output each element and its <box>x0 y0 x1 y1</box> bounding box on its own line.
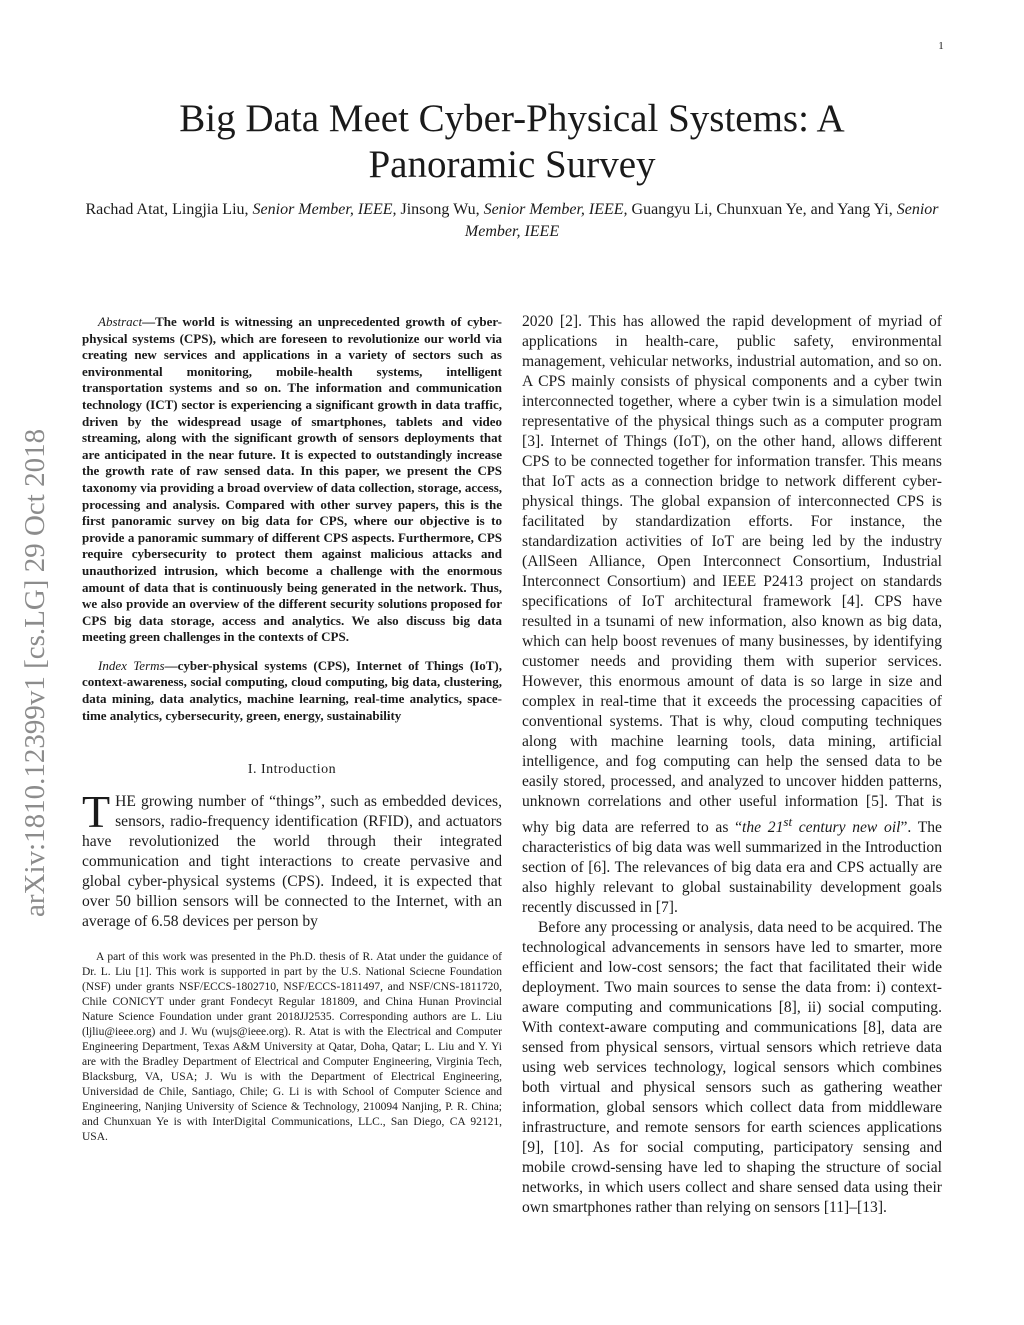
paper-title: Big Data Meet Cyber-Physical Systems: A Panoramic Survey <box>179 97 845 186</box>
superscript: st <box>783 814 793 829</box>
right-column <box>522 312 942 1218</box>
author-names: Jinsong Wu, <box>400 201 480 218</box>
section-heading: I. Introduction <box>247 762 337 778</box>
introduction-text: HE growing number of “things”, such as embedded devices, sensors, radio-frequency identification (RFID), and actuators have revolutionized the world through their integrated communication and tight interactions to create pervasive and global cyber-physical systems (CPS). Indeed, it is expected that over 50 billion sensors will be connected to the Internet, with an average of 6.58 devices per person by <box>82 793 502 931</box>
index-terms-label: Index Terms <box>98 657 165 673</box>
author-names: Guangyu Li, Chunxuan Ye, and Yang Yi, <box>631 201 893 218</box>
arxiv-identifier-stamp: arXiv:1810.12399v1 [cs.LG] 29 Oct 2018 <box>19 428 51 917</box>
author-membership: Senior Member, IEEE, <box>252 201 397 218</box>
abstract-text: —The world is witnessing an unprecedented growth of cyber-physical systems (CPS), which are foreseen to revolutionize our world via creating new services and applications in a variety of sectors such as environmental monitoring, mobile-health systems, intelligent transportation systems and so on. The information and communication technology (ICT) sector is experiencing a significant growth in data traffic, driven by the widespread usage of smartphones, tablets and video streaming, along with the significant growth of sensors deployments that are anticipated in the near future. It is expected to outstandingly increase the growth rate of raw sensed data. In this paper, we present the CPS taxonomy via providing a broad overview of data collection, storage, access, processing and analysis. Compared with other survey papers, this is the first panoramic survey on big data for CPS, where our objective is to provide a panoramic summary of different CPS aspects. Furthermore, CPS require cybersecurity to protect them against malicious attacks and unauthorized intrusion, which become a challenge with the enormous amount of data that is continuously being generated in the network. Thus, we also provide an overview of the different security solutions proposed for CPS big data storage, access and analytics. We also discuss big data meeting green challenges in the contexts of CPS. <box>82 314 502 645</box>
author-names: Rachad Atat, Lingjia Liu, <box>85 201 249 218</box>
introduction-paragraph <box>82 786 502 932</box>
quote-part: the 21 <box>742 819 784 837</box>
paragraph-text: ”. The characteristics of big data was well summarized in the Introduction section of [6]. The relevances of big data era and CPS actually are also highly relevant to global sustainability development goals recently discussed in [7]. <box>522 819 942 917</box>
abstract <box>82 314 502 646</box>
quote-part: century new oil <box>792 819 901 837</box>
author-list <box>72 199 952 243</box>
body-paragraph: Before any processing or analysis, data need to be acquired. The technological advancements in sensors have led to smarter, more efficient and low-cost sensors; the fact that facilitated their wide deployment. Two main sources to sense the data from: i) context-aware computing and communications [8], ii) social computing. With context-aware computing and communications [8], data are sensed from physical sensors, virtual sensors which retrieve data using web services technology, logical sensors which combines both virtual and physical sensors such as gathering weather information, global sensors which collect data from middleware infrastructure, and remote sensors for earth sciences applications [9], [10]. As for social computing, participatory sensing and mobile crowd-sensing have led to shaping the structure of social networks, in which users collect and share sensed data using their own smartphones rather than relying on sensors [11]–[13]. <box>522 919 942 1217</box>
drop-cap: T <box>82 786 111 838</box>
body-paragraph <box>522 312 942 918</box>
index-terms <box>82 658 502 724</box>
left-column <box>82 314 502 1145</box>
abstract-label: Abstract <box>98 314 143 329</box>
footnote: A part of this work was presented in the Ph.D. thesis of R. Atat under the guidance of Dr. L. Liu [1]. This work is supported in part by the U.S. National Sciecne Foundation (NSF) under grants NSF/ECCS-1802710, NSF/ECCS-1811497, and NSF/CNS-1811720, Chile CONICYT under grant Fondecyt Regular 181809, and China Hunan Provincial Nature Science Foundation under grant 2018JJ2535. Corresponding authors are L. Liu (ljliu@ieee.org) and J. Wu (wujs@ieee.org). R. Atat is with the Electrical and Computer Engineering Department, Texas A&M University at Qatar, Doha, Qatar; L. Liu and Y. Yi are with the Bradley Department of Electrical and Computer Engineering, Virginia Tech, Blacksburg, VA, USA; J. Wu is with the Department of Electrical Engineering, Universidad de Chile, Santiago, Chile; G. Li is with School of Computer Science and Engineering, Nanjing University of Science & Technology, 210094 Nanjing, P. R. China; and Chunxuan Ye is with InterDigital Communications, LLC., San Diego, CA 92121, USA. <box>82 951 502 1144</box>
quote-text <box>742 814 901 837</box>
author-membership: Senior Member, IEEE <box>464 201 939 240</box>
paragraph-text: 2020 [2]. This has allowed the rapid development of myriad of applications in health-care, public safety, environmental management, vehicular networks, industrial automation, and so on. A CPS mainly consists of physical components and a cyber twin interconnected together, where a cyber twin is a simulation model representative of the physical things such as a computer program [3]. Internet of Things (IoT), on the other hand, allows different CPS to be connected together for information transfer. This means that IoT acts as a connection bridge to network different cyber-physical things. The global expansion of interconnected CPS is facilitated by standardization efforts. For instance, the standardization activities of IoT are being led by the industry (AllSeen Alliance, Open Interconnect Consortium, Industrial Interconnect Consortium) and IEEE P2413 project on standards specifications of IoT architectural framework [4]. CPS have resulted in a tsunami of new information, also known as big data, which can help boost revenues of many businesses, by identifying customer needs and providing them with superior services. However, this enormous amount of data is so large in size and complex in real-time that it exceeds the processing capacities of conventional systems. That is why, cloud computing techniques along with machine learning tools, data mining, artificial intelligence, and fog computing can help the sensed data to be easily stored, processed, and analyzed to uncover hidden patterns, unknown correlations and other useful information [5]. That is why big data are referred to as “ <box>522 313 942 837</box>
page-number: 1 <box>938 40 944 52</box>
index-terms-text: —cyber-physical systems (CPS), Internet of Things (IoT), context-awareness, social computing, cloud computing, big data, clustering, data mining, data analytics, machine learning, real-time analytics, space-time analytics, cybersecurity, green, energy, sustainability <box>82 657 502 723</box>
author-membership: Senior Member, IEEE, <box>483 201 628 218</box>
